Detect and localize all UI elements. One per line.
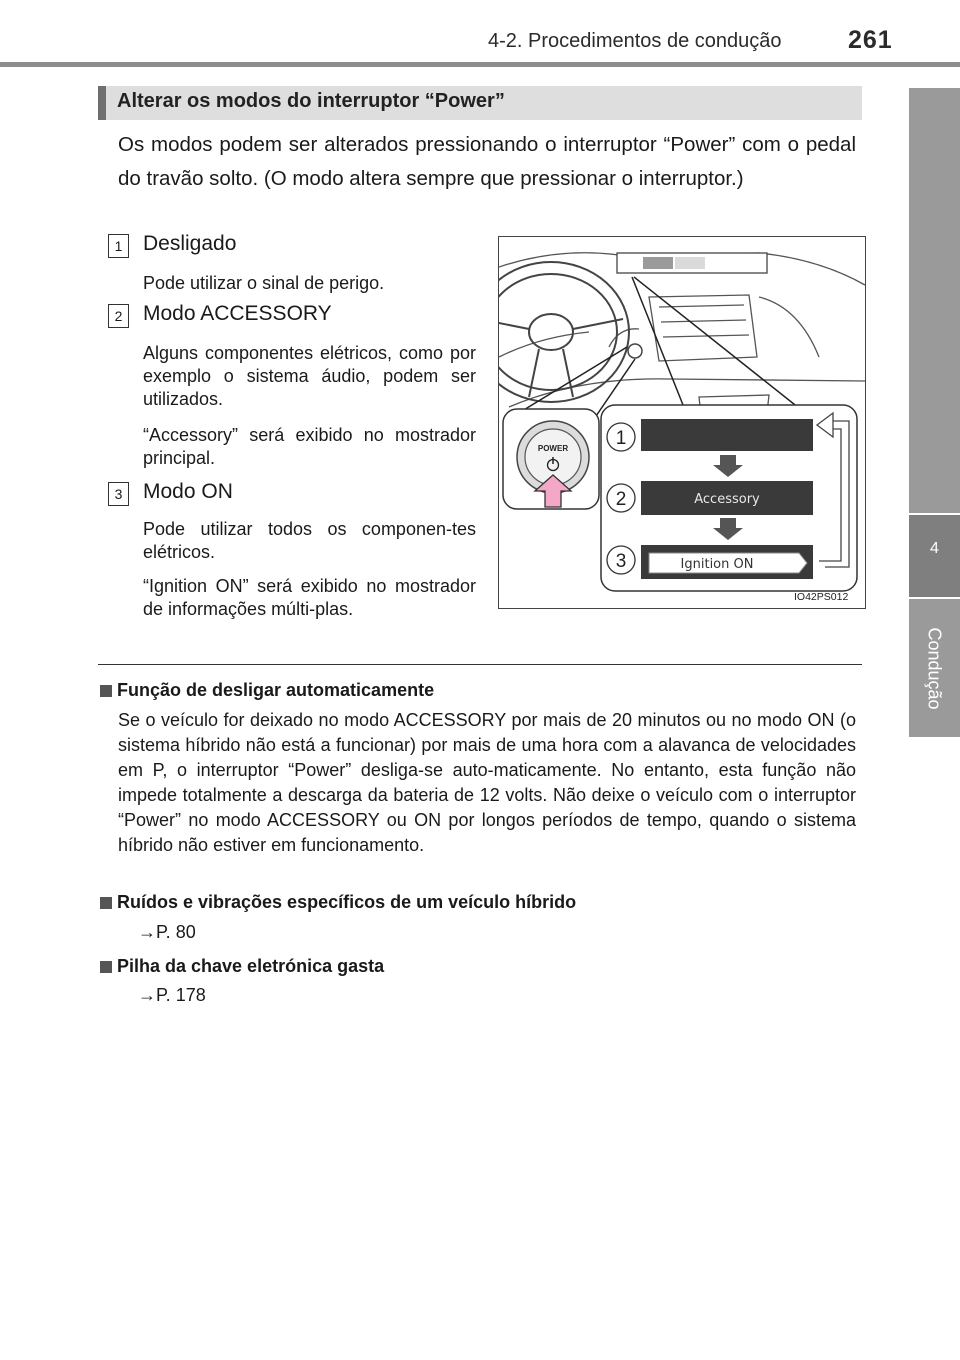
dashboard-drawing [499, 237, 865, 608]
callout-number: 1 [615, 428, 627, 449]
page-reference: →P. 80 [138, 922, 196, 942]
intro-paragraph: Os modos podem ser alterados pressionando o interruptor “Power” com o pedal do travão solto. (O modo altera sempre que pressionar o interruptor.) [118, 133, 856, 190]
step-title: Modo ACCESSORY [143, 302, 332, 325]
step-paragraph: “Accessory” será exibido no mostrador principal. [143, 425, 476, 468]
callout-number: 3 [615, 551, 627, 572]
power-switch-illustration [498, 236, 866, 609]
step-number-badge: 3 [108, 482, 129, 506]
notes-divider [98, 664, 862, 665]
running-header-section: 4-2. Procedimentos de condução [488, 30, 782, 52]
step-title: Modo ON [143, 480, 233, 503]
step-paragraph: Alguns componentes elétricos, como por exemplo o sistema áudio, podem ser utilizados. [143, 343, 476, 409]
note-body: Se o veículo for deixado no modo ACCESSORY por mais de 20 minutos ou no modo ON (o sistema híbrido não está a funcionar) por mais de uma hora com a alavanca de velocidades em P, o interruptor “Power” desliga-se auto-maticamente. No entanto, esta função não impede totalmente a descarga da bateria de 12 volts. Não deixe o veículo com o interruptor “Power” no modo ACCESSORY ou ON por longos períodos de tempo, quando o sistema híbrido não estiver em funcionamento. [118, 710, 856, 855]
side-tab-chapter-label: Condução [925, 626, 946, 710]
step-number-badge: 1 [108, 234, 129, 258]
note-bullet-icon [100, 897, 112, 909]
display-ignition-text: Ignition ON [680, 557, 754, 572]
side-tab-label-wrap [909, 599, 960, 737]
section-title: Alterar os modos do interruptor “Power” [117, 90, 505, 112]
step-paragraph: Pode utilizar o sinal de perigo. [143, 273, 385, 293]
step-paragraph: “Ignition ON” será exibido no mostrador de informações múlti-plas. [143, 576, 476, 619]
callout-number: 2 [615, 489, 627, 510]
note-bullet-icon [100, 961, 112, 973]
step-title: Desligado [143, 232, 237, 255]
display-accessory-text: Accessory [694, 492, 760, 507]
step-paragraph: Pode utilizar todos os componen-tes elétricos. [143, 519, 476, 562]
display-off [641, 419, 813, 451]
page-number: 261 [848, 26, 893, 54]
note-title: Ruídos e vibrações específicos de um veículo híbrido [117, 892, 577, 912]
note-title: Função de desligar automaticamente [117, 680, 435, 700]
side-tab-chapter-number: 4 [930, 540, 939, 557]
illustration-code: IO42PS012 [794, 591, 849, 603]
side-tab-upper [909, 88, 960, 513]
note-title: Pilha da chave eletrónica gasta [117, 956, 385, 976]
note-bullet-icon [100, 685, 112, 697]
power-button-label: POWER [537, 444, 569, 453]
section-title-accent [98, 86, 106, 120]
step-number-badge: 2 [108, 304, 129, 328]
page-reference: →P. 178 [138, 985, 206, 1005]
header-rule [0, 62, 960, 67]
